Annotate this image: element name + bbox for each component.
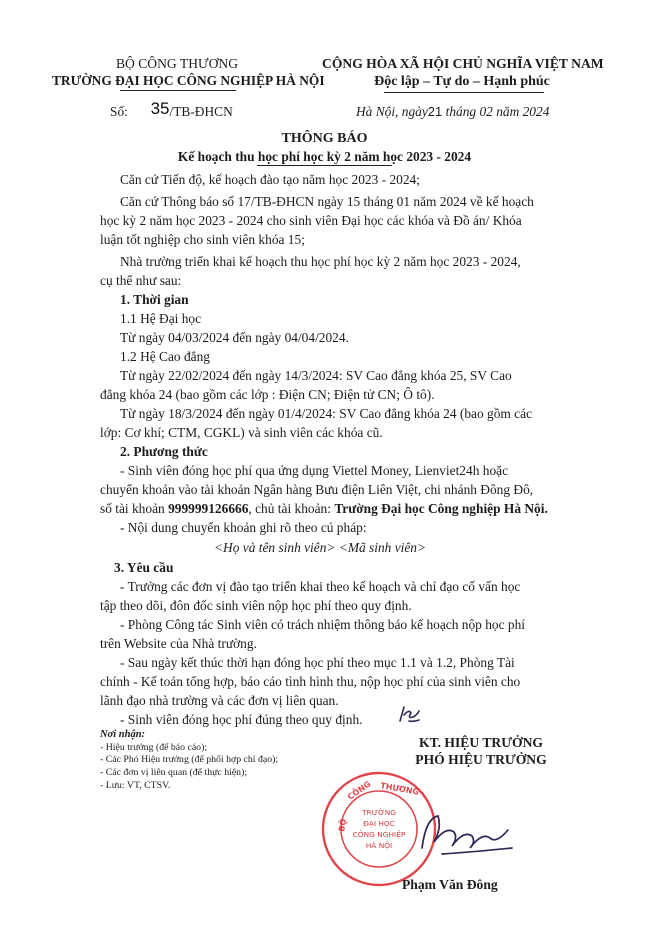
section-1-1-period: Từ ngày 04/03/2024 đến ngày 04/04/2024. (120, 330, 349, 345)
section-1-2-heading: 1.2 Hệ Cao đẳng (120, 349, 210, 364)
intro-line2: cụ thể như sau: (100, 273, 182, 288)
doc-prefix: Số: (110, 104, 128, 119)
req-3-line3: lãnh đạo nhà trường và các đơn vị liên quan. (100, 693, 339, 708)
basis-1: Căn cứ Tiến độ, kế hoạch đào tạo năm học 2023 - 2024; (120, 172, 420, 187)
payment-line2: chuyển khoản vào tài khoản Ngân hàng Bưu điện Liên Việt, chi nhánh Đông Đô, (100, 482, 534, 497)
section-2-heading: 2. Phương thức (120, 444, 208, 459)
issue-date (356, 104, 549, 120)
date-day-handwritten: 21 (427, 104, 443, 119)
national-block (322, 56, 602, 90)
recipient-item: - Hiệu trưởng (để báo cáo); (100, 741, 208, 753)
school-name: TRƯỜNG ĐẠI HỌC CÔNG NGHIỆP HÀ NỘI (52, 72, 325, 88)
motto-underline (384, 92, 544, 93)
svg-text:BỘ: BỘ (337, 818, 349, 833)
recipient-item: - Các Phó Hiệu trưởng (để phối hợp chỉ đạo); (100, 754, 279, 766)
stamp-line: ĐẠI HỌC (363, 819, 395, 828)
transfer-syntax: <Họ và tên sinh viên> <Mã sinh viên> (214, 540, 427, 555)
document-subtitle: Kế hoạch thu học phí học kỳ 2 năm học 2023 - 2024 (177, 149, 472, 164)
ministry-name: BỘ CÔNG THƯƠNG (115, 56, 239, 71)
basis-2-line3: luận tốt nghiệp cho sinh viên khóa 15; (100, 232, 305, 247)
signer-authority: KT. HIỆU TRƯỞNG (419, 735, 543, 750)
payment-account-line (100, 501, 548, 517)
stamp-line: TRƯỜNG (362, 808, 396, 817)
initials-mark (397, 703, 423, 725)
handwritten-signature (412, 808, 522, 860)
date-prefix: Hà Nội, ngày (356, 104, 428, 119)
payment-line1: - Sinh viên đóng học phí qua ứng dụng Viettel Money, Lienviet24h hoặc (120, 463, 509, 478)
req-4: - Sinh viên đóng học phí đúng theo quy định. (120, 712, 363, 727)
svg-text:CÔNG: CÔNG (345, 779, 373, 802)
document-title: THÔNG BÁO (281, 131, 368, 146)
stamp-line: HÀ NỘI (365, 841, 393, 850)
svg-text:THƯƠNG: THƯƠNG (379, 781, 420, 797)
req-2-line1: - Phòng Công tác Sinh viên có trách nhiệm thông báo kế hoạch nộp học phí (120, 617, 525, 632)
section-3-heading: 3. Yêu cầu (114, 560, 174, 575)
signature-title (396, 735, 566, 768)
document-number (110, 101, 233, 122)
issuer-block (52, 56, 325, 89)
req-1-line1: - Trưởng các đơn vị đào tạo triển khai theo kế hoạch và chỉ đạo cố vấn học (120, 579, 521, 594)
req-3-line2: chính - Kế toán tổng hợp, báo cáo tình hình thu, nộp học phí của sinh viên cho (100, 674, 521, 689)
req-3-line1: - Sau ngày kết thúc thời hạn đóng học phí theo mục 1.1 và 1.2, Phòng Tài (120, 655, 515, 670)
recipients-heading: Nơi nhận: (100, 729, 146, 740)
section-1-2-period1-line2: đẳng khóa 24 (bao gồm các lớp : Điện CN; Điện tử CN; Ô tô). (100, 387, 435, 402)
recipients-block (100, 728, 278, 793)
recipient-item: - Các đơn vị liên quan (để thực hiện); (100, 767, 248, 779)
signer-name: Phạm Văn Đông (402, 877, 498, 892)
stamp-line: CÔNG NGHIỆP (352, 830, 406, 839)
account-middle: , chủ tài khoản: (248, 501, 335, 516)
date-suffix: tháng 02 năm 2024 (442, 104, 550, 119)
req-2-line2: trên Website của Nhà trường. (100, 636, 257, 651)
section-1-2-period1-line1: Từ ngày 22/02/2024 đến ngày 14/3/2024: SV Cao đẳng khóa 25, SV Cao (120, 368, 512, 383)
recipient-item: - Lưu: VT, CTSV. (100, 779, 171, 791)
country-name: CỘNG HÒA XÃ HỘI CHỦ NGHĨA VIỆT NAM (322, 56, 604, 71)
doc-number-handwritten: 35 (150, 99, 170, 118)
national-motto: Độc lập – Tự do – Hạnh phúc (374, 73, 550, 89)
account-number: 999999126666 (168, 501, 249, 516)
section-1-heading: 1. Thời gian (120, 292, 189, 307)
signer-position: PHÓ HIỆU TRƯỞNG (415, 751, 547, 767)
account-owner: Trường Đại học Công nghiệp Hà Nội. (334, 501, 548, 516)
section-1-2-period2-line2: lớp: Cơ khí; CTM, CGKL) và sinh viên các khóa cũ. (100, 425, 383, 440)
transfer-note: - Nội dung chuyển khoản ghi rõ theo cú pháp: (120, 520, 367, 535)
section-1-2-period2-line1: Từ ngày 18/3/2024 đến ngày 01/4/2024: SV Cao đẳng khóa 24 (bao gồm các (120, 406, 533, 421)
basis-2-line2: học kỳ 2 năm học 2023 - 2024 cho sinh viên Đại học các khóa và Đồ án/ Khóa (100, 213, 522, 228)
section-1-1-heading: 1.1 Hệ Đại học (120, 311, 202, 326)
subtitle-underline (257, 165, 392, 166)
issuer-underline (120, 90, 236, 91)
account-prefix: số tài khoản (100, 501, 169, 516)
basis-2-line1: Căn cứ Thông báo số 17/TB-ĐHCN ngày 15 tháng 01 năm 2024 về kế hoạch (120, 194, 534, 209)
doc-suffix: /TB-ĐHCN (169, 104, 233, 119)
req-1-line2: tập theo dõi, đôn đốc sinh viên nộp học phí theo quy định. (100, 598, 412, 613)
intro-line1: Nhà trường triển khai kế hoạch thu học phí học kỳ 2 năm học 2023 - 2024, (120, 254, 521, 269)
